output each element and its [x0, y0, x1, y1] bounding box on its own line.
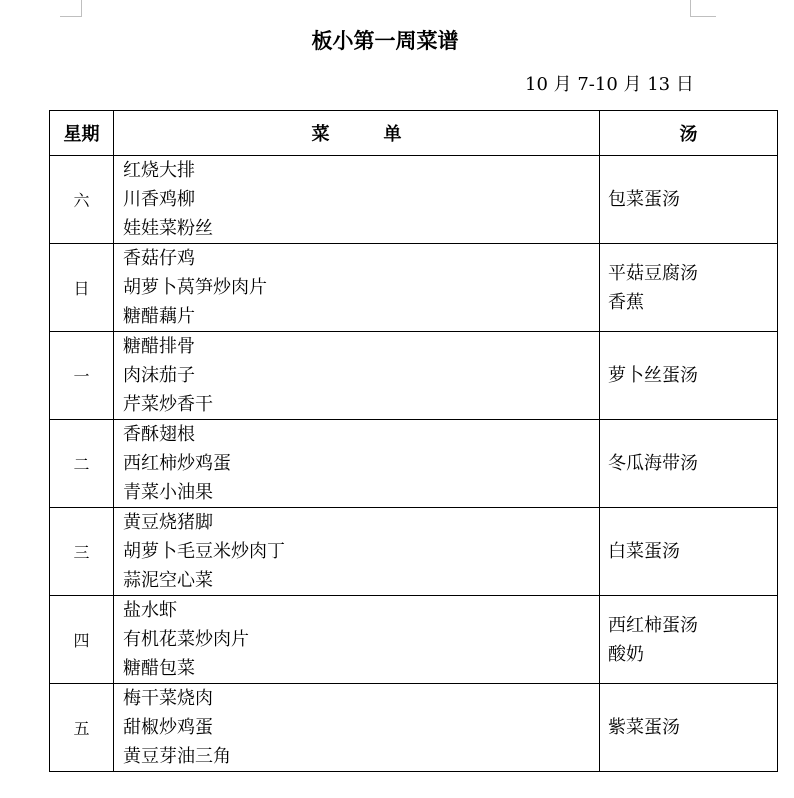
dish-item: 胡萝卜莴笋炒肉片 — [123, 277, 267, 298]
date-range: 10 月 7-10 月 13 日 — [525, 74, 694, 95]
soup-cell — [600, 156, 778, 244]
dish-item: 香菇仔鸡 — [123, 248, 195, 269]
dish-item: 西红柿炒鸡蛋 — [123, 453, 231, 474]
table-row — [50, 684, 778, 772]
dish-item: 盐水虾 — [123, 600, 177, 621]
page-title: 板小第一周菜谱 — [311, 29, 459, 53]
soup-item: 冬瓜海带汤 — [608, 453, 698, 474]
dish-item: 娃娃菜粉丝 — [123, 218, 213, 239]
page-corner-mark-right — [690, 0, 716, 17]
soup-item: 萝卜丝蛋汤 — [608, 365, 698, 386]
dish-item: 黄豆芽油三角 — [123, 746, 231, 767]
dish-item: 黄豆烧猪脚 — [123, 512, 213, 533]
dishes-cell — [114, 420, 600, 508]
soup-item: 紫菜蛋汤 — [608, 717, 680, 738]
dishes-cell — [114, 332, 600, 420]
day-cell: 六 — [50, 156, 114, 244]
soup-cell — [600, 596, 778, 684]
soup-item: 香蕉 — [608, 291, 644, 313]
dish-item: 青菜小油果 — [123, 482, 213, 503]
dish-item: 川香鸡柳 — [123, 189, 195, 210]
table-row — [50, 508, 778, 596]
table-row — [50, 156, 778, 244]
dish-item: 梅干菜烧肉 — [123, 688, 213, 709]
soup-item: 包菜蛋汤 — [608, 189, 680, 210]
header-dishes: 菜单 — [114, 111, 600, 156]
soup-cell — [600, 420, 778, 508]
day-cell: 三 — [50, 508, 114, 596]
dishes-cell — [114, 244, 600, 332]
day-cell: 日 — [50, 244, 114, 332]
dishes-cell — [114, 684, 600, 772]
dish-item: 香酥翅根 — [123, 424, 195, 445]
soup-cell — [600, 332, 778, 420]
dish-item: 芹菜炒香干 — [123, 394, 213, 415]
table-body — [50, 156, 778, 772]
day-cell: 一 — [50, 332, 114, 420]
dish-item: 糖醋包菜 — [123, 658, 195, 679]
menu-table — [49, 110, 778, 772]
day-cell: 五 — [50, 684, 114, 772]
table-header-row — [50, 111, 778, 156]
dish-item: 红烧大排 — [123, 160, 195, 181]
dish-item: 甜椒炒鸡蛋 — [123, 717, 213, 738]
dishes-cell — [114, 156, 600, 244]
soup-item: 平菇豆腐汤 — [608, 262, 698, 284]
day-cell: 二 — [50, 420, 114, 508]
dishes-cell — [114, 508, 600, 596]
soup-item: 酸奶 — [608, 643, 644, 665]
header-soup: 汤 — [600, 111, 778, 156]
table-row — [50, 244, 778, 332]
table-row — [50, 332, 778, 420]
soup-cell — [600, 684, 778, 772]
dish-item: 肉沫茄子 — [123, 365, 195, 386]
day-cell: 四 — [50, 596, 114, 684]
soup-cell — [600, 244, 778, 332]
dishes-cell — [114, 596, 600, 684]
soup-item: 西红柿蛋汤 — [608, 614, 698, 636]
soup-cell — [600, 508, 778, 596]
header-day: 星期 — [50, 111, 114, 156]
dish-item: 胡萝卜毛豆米炒肉丁 — [123, 541, 285, 562]
table-row — [50, 596, 778, 684]
page-corner-mark-left — [60, 0, 82, 17]
soup-item: 白菜蛋汤 — [608, 541, 680, 562]
dish-item: 糖醋排骨 — [123, 336, 195, 357]
table-row — [50, 420, 778, 508]
dish-item: 糖醋藕片 — [123, 306, 195, 327]
dish-item: 有机花菜炒肉片 — [123, 629, 249, 650]
dish-item: 蒜泥空心菜 — [123, 570, 213, 591]
